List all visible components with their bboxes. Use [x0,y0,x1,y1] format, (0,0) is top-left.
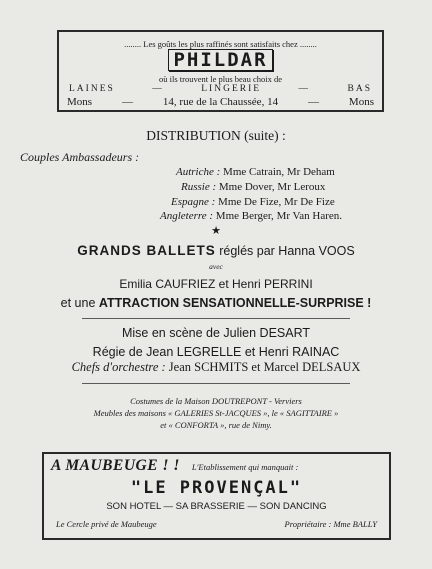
chefs-line [0,360,432,375]
ad-headline [51,457,298,475]
address-street: 14, rue de la Chaussée, 14 [162,96,279,108]
cast-partner: Mr De Fize [284,196,335,208]
provencal-logo: "LE PROVENÇAL" [130,478,303,498]
distribution-title: DISTRIBUTION (suite) : [146,128,286,143]
country-name: Espagne : [171,196,216,208]
cast-pair: Mme Catrain, [223,166,285,178]
cast-pair: Mme Berger, [215,210,274,222]
cast-pair: Mme Dover, [218,181,275,193]
attraction-prefix: et une [60,296,96,310]
ballets-credit: réglés par Hanna VOOS [219,244,355,258]
cast-pair: Mme De Fize, [218,196,282,208]
phildar-advertisement [57,30,384,112]
attraction-line [0,296,432,310]
ad-tagline: ........ Les goûts les plus raffinés sont satisfaits chez ........ [124,39,317,49]
country-name: Autriche : [176,166,221,178]
divider [82,318,350,319]
category-lingerie: LINGERIE [201,84,262,94]
etablissement-text: L'Etablissement qui manquait : [191,462,299,472]
category-sep: — [152,84,164,94]
maubeuge-heading: A MAUBEUGE ! ! [51,457,180,474]
cast-partner: Mr Van Haren. [276,210,343,222]
ballets-line [0,243,432,258]
cast-row [160,210,342,222]
ad-categories [69,84,372,94]
hotel-services: SON HOTEL — SA BRASSERIE — SON DANCING [106,501,327,512]
ad-address [67,96,374,108]
mise-en-scene: Mise en scène de Julien DESART [121,326,311,340]
furniture-credit-2: et « CONFORTA », rue de Nimy. [160,420,272,430]
address-city: Mons [67,96,93,108]
ballets-heading: GRANDS BALLETS [77,243,216,258]
address-sep: — [308,96,319,108]
phildar-logo [59,49,382,71]
provencal-advertisement [42,452,391,540]
address-city: Mons [348,96,374,108]
cast-partner: Mr Deham [286,166,335,178]
cercle-text: Le Cercle privé de Maubeuge [56,519,157,529]
cast-row [176,166,335,178]
regie-line: Régie de Jean LEGRELLE et Henri RAINAC [92,345,340,359]
category-sep: — [298,84,311,94]
ad-footer [56,519,377,529]
couples-label: Couples Ambassadeurs : [20,150,140,164]
country-name: Russie : [181,181,217,193]
furniture-credit: Meubles des maisons « GALERIES St-JACQUES », le « SAGITTAIRE » [93,408,339,418]
attraction-heading: ATTRACTION SENSATIONNELLE-SURPRISE ! [98,296,372,310]
divider [82,383,350,384]
chefs-label: Chefs d'orchestre : [71,360,166,374]
category-bas: BAS [347,84,372,94]
address-sep: — [121,96,133,108]
cast-partner: Mr Leroux [277,181,326,193]
cast-row [181,181,325,193]
phildar-brand: PHILDAR [168,49,272,71]
proprietaire-text: Propriétaire : Mme BALLY [284,519,377,529]
category-laines: LAINES [69,84,115,94]
costumes-credit: Costumes de la Maison DOUTREPONT - Verviers [130,396,302,406]
cast-row [171,196,335,208]
ad-subline: où ils trouvent le plus beau choix de [159,74,282,84]
star-divider: ★ [211,225,221,237]
chefs-names: Jean SCHMITS et Marcel DELSAUX [168,360,361,374]
country-name: Angleterre : [160,210,214,222]
dancers-line: Emilia CAUFRIEZ et Henri PERRINI [119,277,313,291]
avec-label: avec [209,262,223,271]
